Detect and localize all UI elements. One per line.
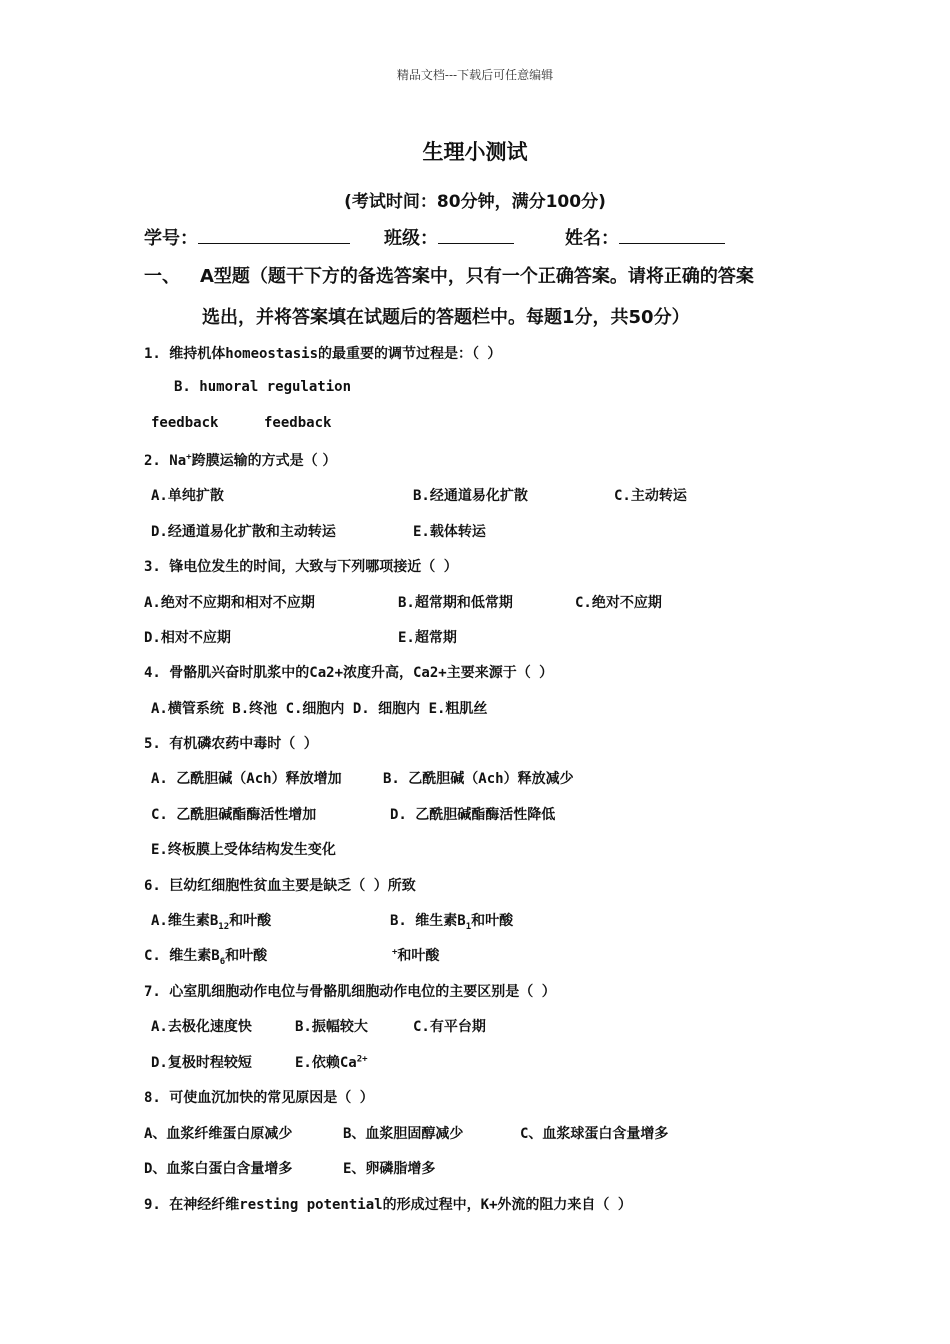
page-title: 生理小测试 bbox=[422, 140, 528, 164]
question-1-feedback-b: feedback bbox=[264, 415, 332, 431]
student-id-label: 学号： bbox=[144, 228, 198, 249]
question-2-option-c: C.主动转运 bbox=[614, 488, 687, 504]
question-3-stem: 3. 锋电位发生的时间，大致与下列哪项接近（ ） bbox=[144, 559, 458, 575]
question-8-stem: 8. 可使血沉加快的常见原因是（ ） bbox=[144, 1090, 374, 1106]
section-number: 一、 bbox=[144, 266, 180, 287]
class-blank[interactable] bbox=[438, 225, 514, 244]
question-5-option-a: A. 乙酰胆碱（Ach）释放增加 bbox=[151, 771, 342, 787]
question-2-option-a: A.单纯扩散 bbox=[151, 488, 224, 504]
question-8-option-b: B、血浆胆固醇减少 bbox=[343, 1126, 464, 1142]
question-7-option-d: D.复极时程较短 bbox=[151, 1055, 252, 1071]
question-8-option-d: D、血浆白蛋白含量增多 bbox=[144, 1161, 293, 1177]
class-label: 班级： bbox=[384, 228, 438, 249]
question-7-stem: 7. 心室肌细胞动作电位与骨骼肌细胞动作电位的主要区别是（ ） bbox=[144, 984, 556, 1000]
question-6-stem: 6. 巨幼红细胞性贫血主要是缺乏（ ）所致 bbox=[144, 878, 416, 894]
question-4-stem: 4. 骨骼肌兴奋时肌浆中的Ca2+浓度升高，Ca2+主要来源于（ ） bbox=[144, 665, 554, 681]
question-2-option-b: B.经通道易化扩散 bbox=[413, 488, 528, 504]
section-instructions-line1: A型题（题干下方的备选答案中，只有一个正确答案。请将正确的答案 bbox=[200, 266, 754, 287]
question-5-option-c: C. 乙酰胆碱酯酶活性增加 bbox=[151, 807, 317, 823]
question-3-option-e: E.超常期 bbox=[398, 630, 457, 646]
question-2-option-d: D.经通道易化扩散和主动转运 bbox=[151, 524, 336, 540]
question-3-option-d: D.相对不应期 bbox=[144, 630, 231, 646]
question-5-option-d: D. 乙酰胆碱酯酶活性降低 bbox=[390, 807, 556, 823]
question-8-option-e: E、卵磷脂增多 bbox=[343, 1161, 436, 1177]
question-7-option-b: B.振幅较大 bbox=[295, 1019, 368, 1035]
name-label: 姓名： bbox=[565, 228, 619, 249]
question-6-option-b: B. 维生素$B_1$和叶酸 bbox=[390, 913, 514, 932]
question-3-option-c: C.绝对不应期 bbox=[575, 595, 662, 611]
name-field[interactable] bbox=[565, 224, 725, 250]
question-5-stem: 5. 有机磷农药中毒时（ ） bbox=[144, 736, 318, 752]
question-7-option-e: E.依赖$Ca^{2+}$ bbox=[295, 1054, 368, 1071]
question-7-option-c: C.有平台期 bbox=[413, 1019, 486, 1035]
class-field[interactable] bbox=[384, 224, 514, 250]
question-8-option-c: C、血浆球蛋白含量增多 bbox=[520, 1126, 669, 1142]
question-3-option-a: A.绝对不应期和相对不应期 bbox=[144, 595, 315, 611]
question-1-stem: 1. 维持机体homeostasis的最重要的调节过程是：（ ） bbox=[144, 346, 502, 362]
question-5-option-b: B. 乙酰胆碱（Ach）释放减少 bbox=[383, 771, 574, 787]
question-2-option-e: E.载体转运 bbox=[413, 524, 486, 540]
question-5-option-e: E.终板膜上受体结构发生变化 bbox=[151, 842, 336, 858]
header-note: 精品文档---下载后可任意编辑 bbox=[396, 68, 554, 82]
question-1-option-b: B. humoral regulation bbox=[174, 379, 352, 395]
question-6-option-d: +和叶酸 bbox=[392, 947, 440, 964]
exam-subtitle: (考试时间：80分钟，满分100分) bbox=[344, 192, 606, 212]
question-4-options: A.横管系统 B.终池 C.细胞内 D. 细胞内 E.粗肌丝 bbox=[151, 701, 488, 717]
question-8-option-a: A、血浆纤维蛋白原减少 bbox=[144, 1126, 293, 1142]
question-7-option-a: A.去极化速度快 bbox=[151, 1019, 252, 1035]
student-id-field[interactable] bbox=[144, 224, 350, 250]
question-6-option-c: C. 维生素$B_6$和叶酸 bbox=[144, 948, 268, 967]
question-2-stem: 2. Na+跨膜运输的方式是（ ） bbox=[144, 452, 337, 469]
student-id-blank[interactable] bbox=[198, 225, 350, 244]
question-3-option-b: B.超常期和低常期 bbox=[398, 595, 513, 611]
question-1-feedback-a: feedback bbox=[151, 415, 219, 431]
question-9-stem: 9. 在神经纤维resting potential的形成过程中，K+外流的阻力来自（ ） bbox=[144, 1197, 632, 1213]
question-6-option-a: A.维生素$B_{12}$和叶酸 bbox=[151, 913, 272, 932]
section-instructions-line2: 选出，并将答案填在试题后的答题栏中。每题1分，共50分） bbox=[202, 307, 690, 328]
name-blank[interactable] bbox=[619, 225, 725, 244]
